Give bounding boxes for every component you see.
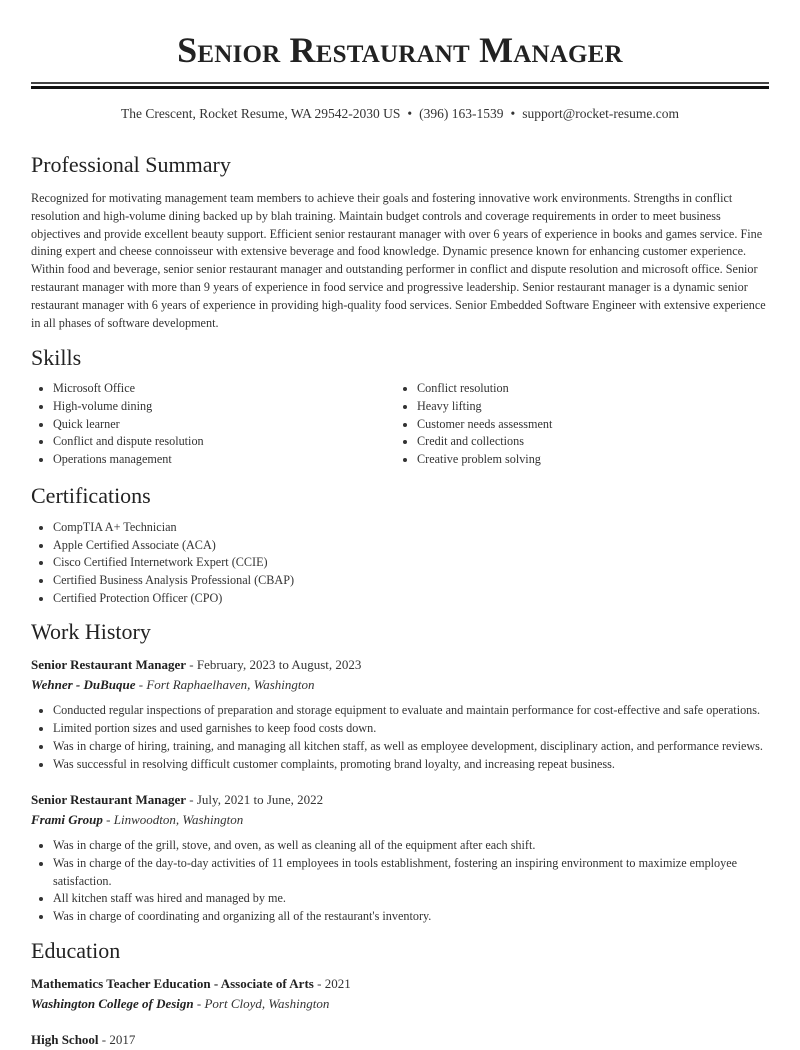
header-divider-thin: [31, 82, 769, 84]
dash: -: [186, 792, 197, 808]
skill-item: • Conflict resolution: [417, 380, 759, 398]
section-heading-work-history: Work History: [31, 619, 151, 645]
job-bullet: • Was in charge of the grill, stove, and oven, as well as cleaning all of the equipment after each shift.: [53, 837, 769, 855]
job-location: Fort Raphaelhaven, Washington: [146, 677, 315, 693]
job-company-line: [31, 675, 769, 695]
certification-item: • Apple Certified Associate (ACA): [53, 537, 769, 555]
job-bullet: • Was in charge of the day-to-day activities of 11 employees in tools establishment, fostering an inspiring environment to maximize employee satisfaction.: [53, 855, 769, 890]
education-entry: [31, 1030, 769, 1050]
skills-list-right: [395, 380, 759, 469]
skills-column-left: [31, 380, 395, 469]
job-entry: [31, 655, 769, 773]
skill-item: • Conflict and dispute resolution: [53, 433, 395, 451]
job-company: Wehner - DuBuque: [31, 677, 136, 693]
job-title-line: [31, 655, 769, 675]
bullet-separator: •: [510, 106, 516, 121]
job-dates: February, 2023 to August, 2023: [196, 657, 362, 673]
education-degree: High School: [31, 1031, 99, 1047]
bullet-separator: •: [407, 106, 413, 121]
job-bullet: • Was successful in resolving difficult customer complaints, promoting brand loyalty, and increasing repeat business.: [53, 756, 769, 774]
job-bullet: • Was in charge of coordinating and organizing all of the restaurant's inventory.: [53, 908, 769, 926]
skill-item: • Operations management: [53, 451, 395, 469]
dash: -: [313, 975, 325, 991]
section-heading-certifications: Certifications: [31, 482, 151, 508]
resume-title: Senior Restaurant Manager: [177, 30, 623, 70]
job-company: Frami Group: [31, 812, 103, 828]
section-heading-education: Education: [31, 937, 121, 963]
education-year: 2021: [324, 975, 351, 991]
education-degree-line: [31, 1030, 769, 1050]
contact-line: [31, 105, 769, 123]
certifications-list: [31, 519, 769, 608]
dash: -: [186, 657, 197, 673]
skill-item: • Quick learner: [53, 416, 395, 434]
job-title-line: [31, 790, 769, 810]
education-school: Washington College of Design: [31, 995, 194, 1011]
skill-item: • High-volume dining: [53, 398, 395, 416]
job-bullets: [31, 837, 769, 926]
dash: -: [193, 995, 205, 1011]
education-degree: Mathematics Teacher Education - Associate of Arts: [31, 975, 314, 991]
certification-item: • Certified Protection Officer (CPO): [53, 590, 769, 608]
skill-item: • Heavy lifting: [417, 398, 759, 416]
job-entry: [31, 790, 769, 926]
education-school-line: [31, 994, 769, 1014]
skills-column-right: [395, 380, 759, 469]
skill-item: • Creative problem solving: [417, 451, 759, 469]
skill-item: • Credit and collections: [417, 433, 759, 451]
job-company-line: [31, 810, 769, 830]
job-bullet: • Was in charge of hiring, training, and managing all kitchen staff, as well as employee development, disciplinary action, and performance reviews.: [53, 738, 769, 756]
contact-email[interactable]: support@rocket-resume.com: [522, 106, 680, 121]
dash: -: [102, 812, 114, 828]
skill-item: • Microsoft Office: [53, 380, 395, 398]
contact-phone: (396) 163-1539: [419, 106, 504, 121]
job-bullets: [31, 702, 769, 773]
education-location: Port Cloyd, Washington: [204, 995, 330, 1011]
dash: -: [135, 677, 147, 693]
job-dates: July, 2021 to June, 2022: [196, 792, 324, 808]
job-bullet: • Conducted regular inspections of preparation and storage equipment to evaluate and maintain performance for cost-effective and safe operations.: [53, 702, 769, 720]
skills-list-left: [31, 380, 395, 469]
job-title: Senior Restaurant Manager: [31, 657, 187, 673]
skill-item: • Customer needs assessment: [417, 416, 759, 434]
summary-text: Recognized for motivating management team members to achieve their goals and fostering innovative work environments. Strengths in conflict resolution and high-volume dining backed up by blah training. Maintain budget controls and coverage requirements in order to meet business objectives and provide excellent beauty support. Efficient senior restaurant manager with over 6 years of experience in books and games service. Fine dining expert and cheese connoisseur with extensive beverage and food knowledge. Dynamic presence known for enhancing customer experience. Within food and beverage, senior senior restaurant manager and outstanding performer in conflict and dispute resolution and microsoft office. Senior restaurant manager with more than 9 years of experience in food service and progressive leadership. Senior restaurant manager is a dynamic senior restaurant manager with 6 years of experience in providing high-quality food services. Senior Embedded Software Engineer with extensive experience in all phases of software development.: [31, 191, 766, 330]
education-entry: [31, 974, 769, 1014]
certification-item: • Cisco Certified Internetwork Expert (CCIE): [53, 554, 769, 572]
skills-grid: [31, 380, 769, 469]
section-heading-skills: Skills: [31, 345, 82, 371]
contact-address: The Crescent, Rocket Resume, WA 29542-2030 US: [120, 106, 401, 121]
job-bullet: • All kitchen staff was hired and managed by me.: [53, 890, 769, 908]
section-heading-summary: Professional Summary: [31, 152, 231, 177]
education-year: 2017: [109, 1031, 136, 1047]
certification-item: • Certified Business Analysis Professional (CBAP): [53, 572, 769, 590]
education-degree-line: [31, 974, 769, 994]
job-bullet: • Limited portion sizes and used garnishes to keep food costs down.: [53, 720, 769, 738]
dash: -: [98, 1031, 110, 1047]
job-location: Linwoodton, Washington: [113, 812, 244, 828]
job-title: Senior Restaurant Manager: [31, 792, 187, 808]
certification-item: • CompTIA A+ Technician: [53, 519, 769, 537]
header-divider-thick: [31, 86, 769, 89]
